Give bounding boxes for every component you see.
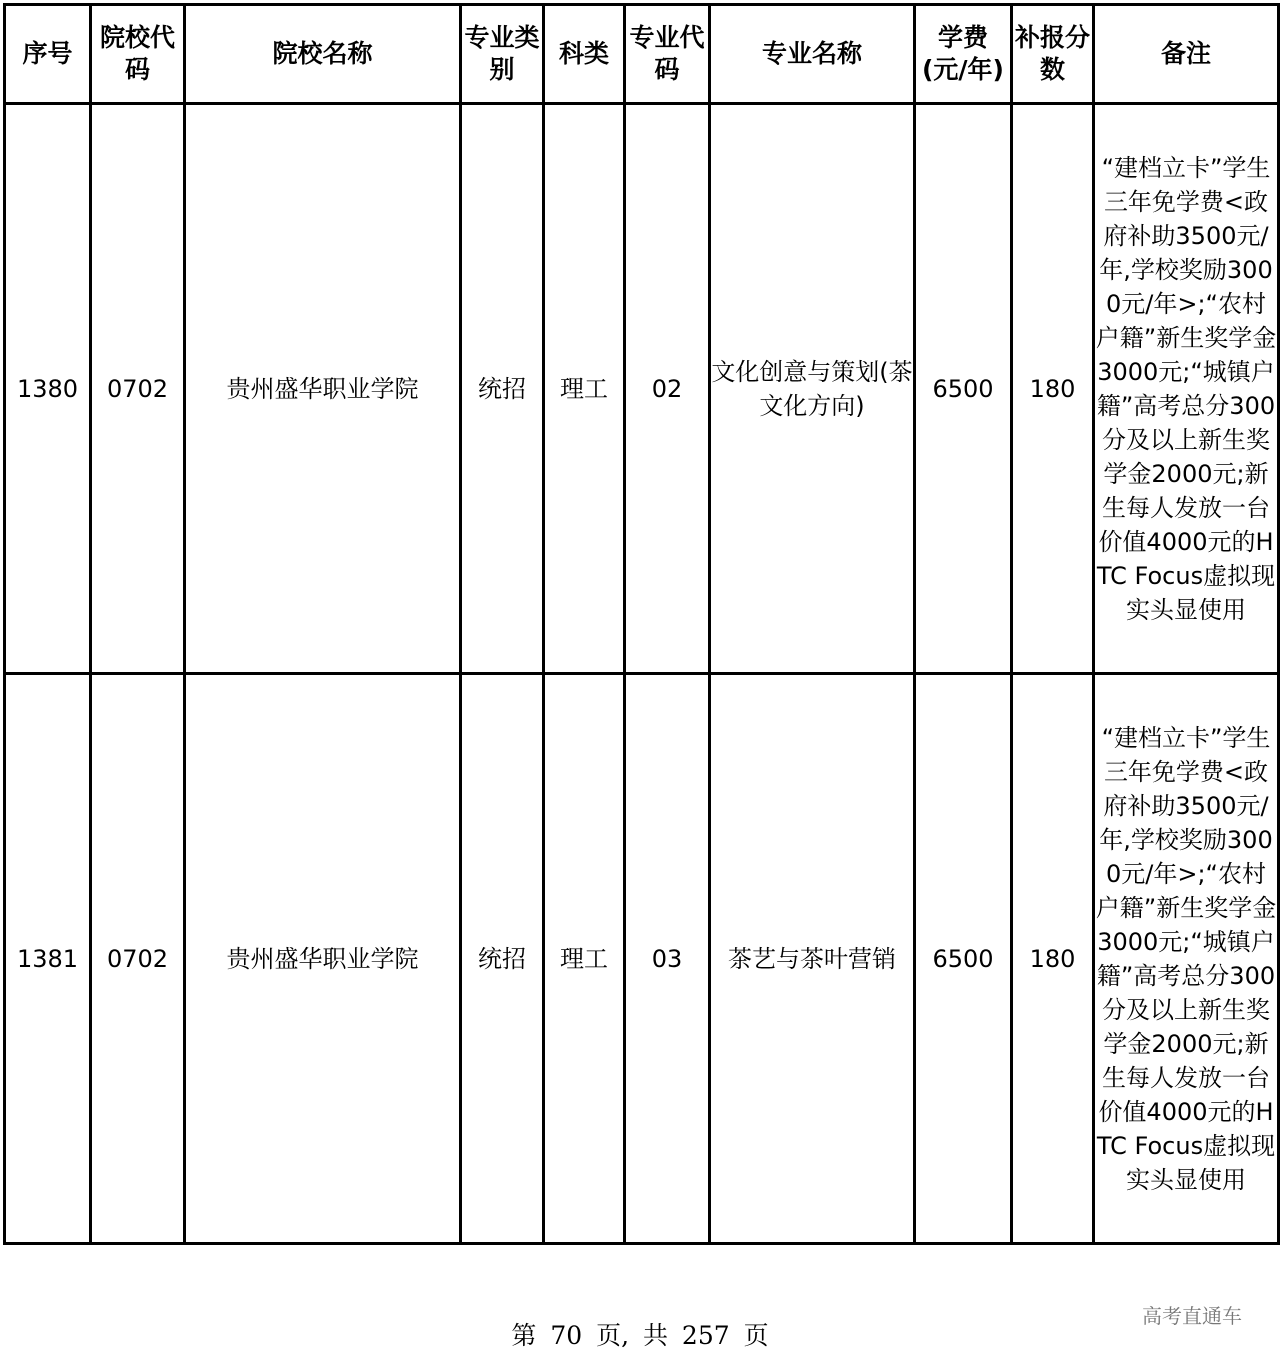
admissions-table — [3, 3, 1280, 1245]
major-name-cell: 茶艺与茶叶营销 — [710, 674, 915, 1244]
header-note: 备注 — [1094, 5, 1279, 104]
major-name-cell: 文化创意与策划(茶文化方向) — [710, 104, 915, 674]
school-name-cell: 贵州盛华职业学院 — [185, 104, 461, 674]
major-category-cell: 统招 — [461, 104, 544, 674]
page-number: 第 70 页, 共 257 页 — [511, 1321, 769, 1350]
major-code-cell: 03 — [625, 674, 710, 1244]
header-major-name: 专业名称 — [710, 5, 915, 104]
watermark: 高考直通车 — [1142, 1304, 1242, 1328]
header-school-name: 院校名称 — [185, 5, 461, 104]
header-row — [5, 5, 1279, 104]
tuition-cell: 6500 — [915, 674, 1012, 1244]
tuition-cell: 6500 — [915, 104, 1012, 674]
header-tuition: 学费(元/年) — [915, 5, 1012, 104]
header-seq: 序号 — [5, 5, 91, 104]
header-score: 补报分数 — [1012, 5, 1094, 104]
header-major-code: 专业代码 — [625, 5, 710, 104]
major-code-cell: 02 — [625, 104, 710, 674]
header-major-category: 专业类别 — [461, 5, 544, 104]
seq-cell: 1381 — [5, 674, 91, 1244]
school-code-cell: 0702 — [91, 104, 185, 674]
note-cell: “建档立卡”学生三年免学费<政府补助3500元/年,学校奖励3000元/年>;“农村户籍”新生奖学金3000元;“城镇户籍”高考总分300分及以上新生奖学金2000元;新生每人发放一台价值4000元的HTC Focus虚拟现实头显使用 — [1094, 674, 1279, 1244]
major-category-cell: 统招 — [461, 674, 544, 1244]
header-school-code: 院校代码 — [91, 5, 185, 104]
score-cell: 180 — [1012, 674, 1094, 1244]
score-cell: 180 — [1012, 104, 1094, 674]
subject-cell: 理工 — [544, 674, 625, 1244]
note-cell: “建档立卡”学生三年免学费<政府补助3500元/年,学校奖励3000元/年>;“农村户籍”新生奖学金3000元;“城镇户籍”高考总分300分及以上新生奖学金2000元;新生每人发放一台价值4000元的HTC Focus虚拟现实头显使用 — [1094, 104, 1279, 674]
school-name-cell: 贵州盛华职业学院 — [185, 674, 461, 1244]
subject-cell: 理工 — [544, 104, 625, 674]
school-code-cell: 0702 — [91, 674, 185, 1244]
header-subject: 科类 — [544, 5, 625, 104]
table-row — [5, 104, 1279, 674]
seq-cell: 1380 — [5, 104, 91, 674]
table-row — [5, 674, 1279, 1244]
